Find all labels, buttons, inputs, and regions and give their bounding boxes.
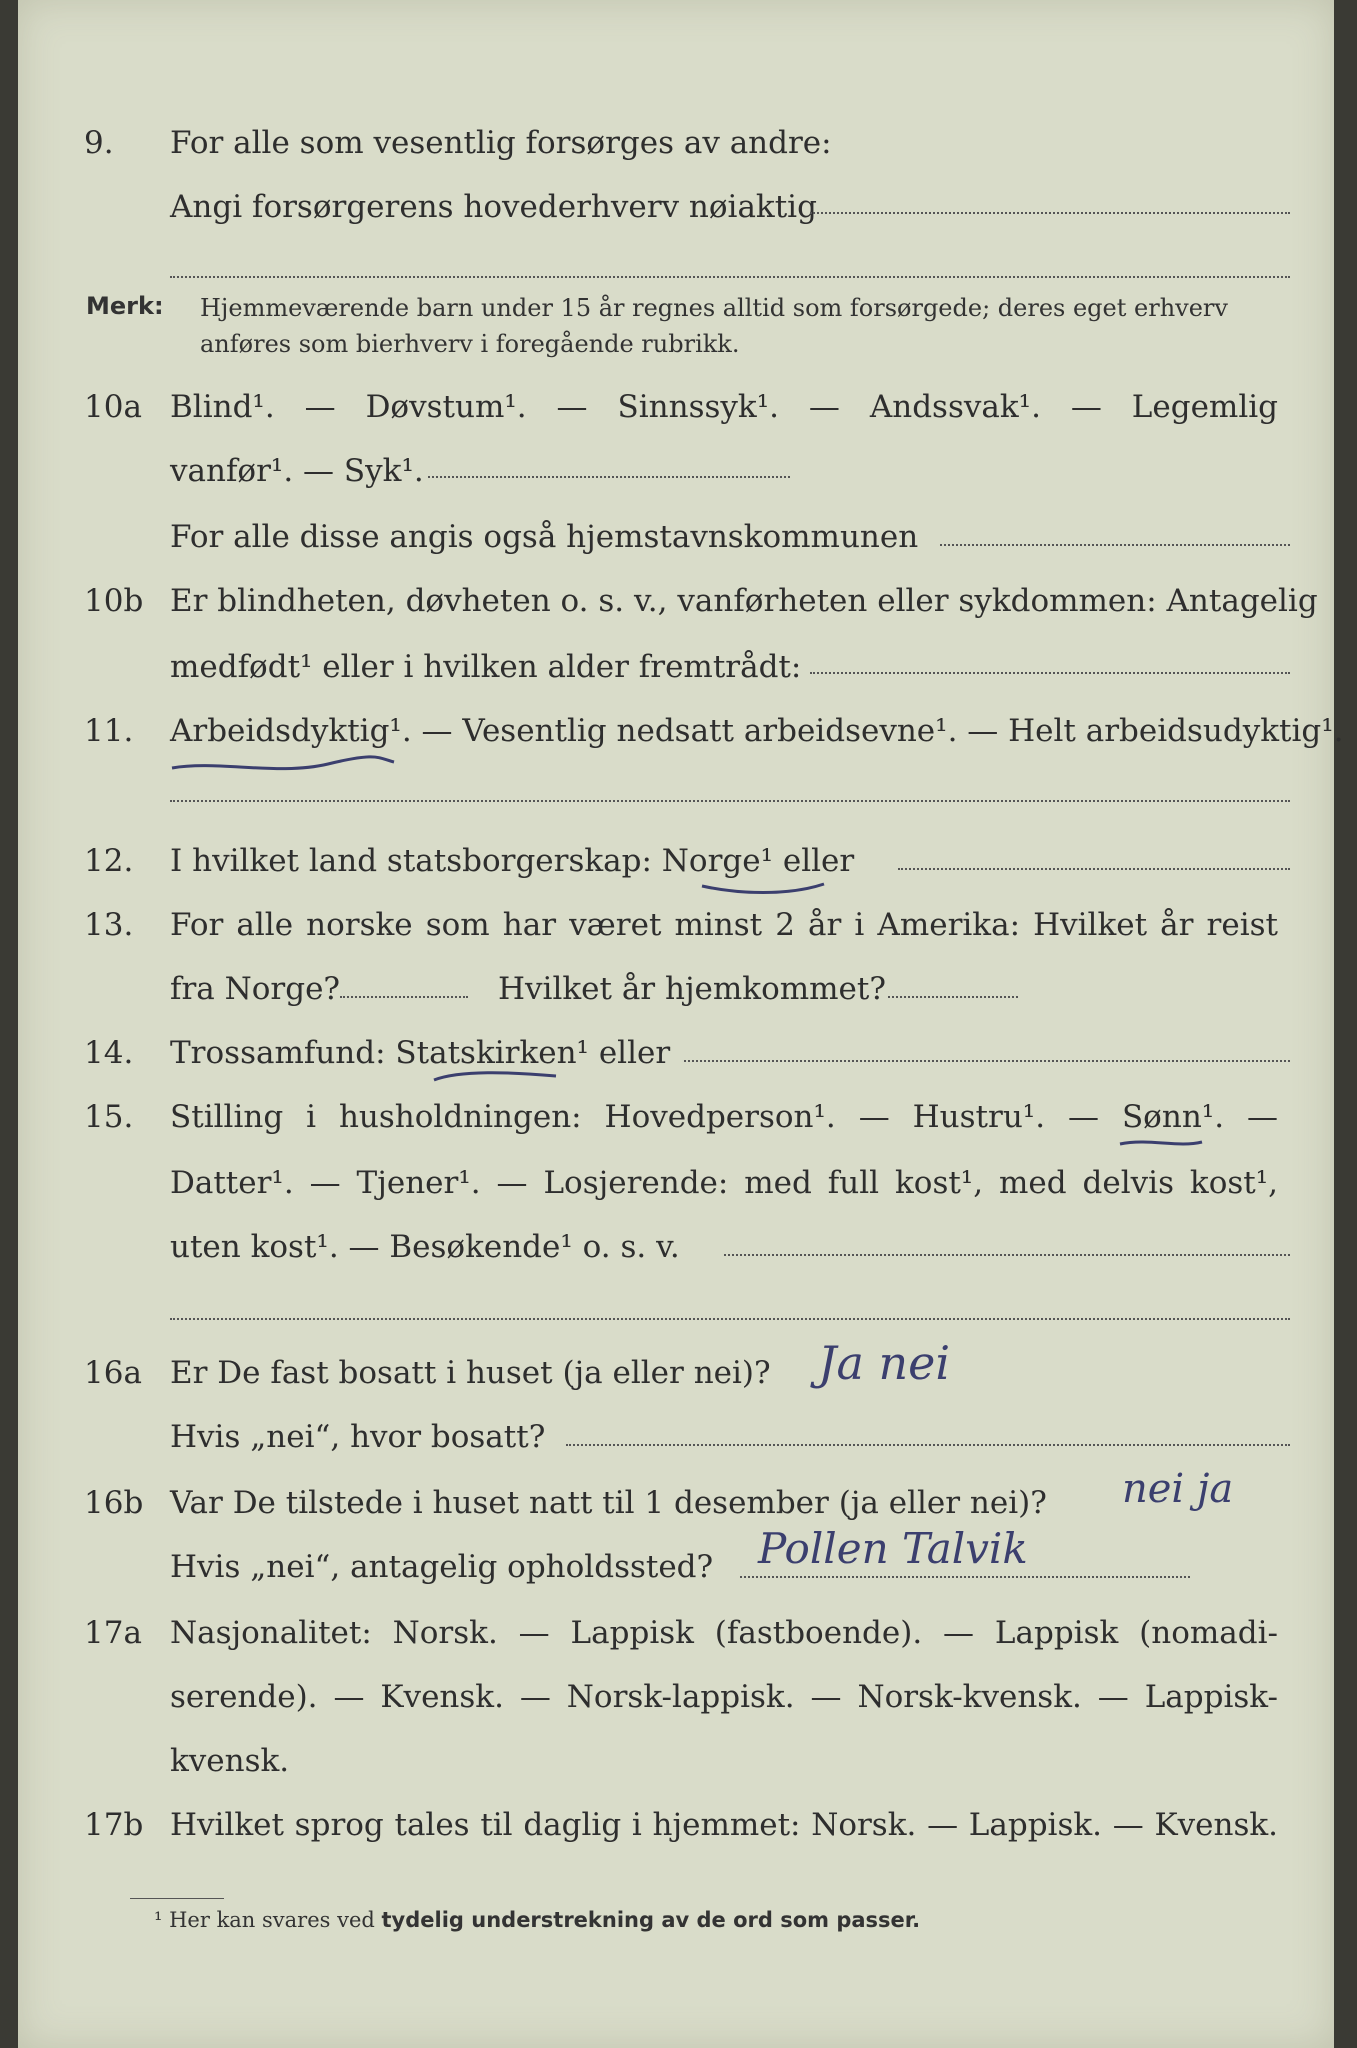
merk-text-line1: Hjemmeværende barn under 15 år regnes alltid som forsørgede; deres eget erhverv xyxy=(200,294,1228,322)
q10a-hometown-line[interactable] xyxy=(940,544,1290,546)
q10a-row-3 xyxy=(18,512,1334,562)
q16a-question: Er De fast bosatt i huset (ja eller nei)? xyxy=(170,1355,771,1391)
q10a-question: Blind¹. — Døvstum¹. — Sinnssyk¹. — Andssvak¹. — Legemlig xyxy=(170,389,1278,425)
q16b-question-line2: Hvis „nei“, antagelig opholdssted? xyxy=(170,1549,714,1585)
q17a-row-3 xyxy=(18,1736,1334,1786)
q13-left-answer-line[interactable] xyxy=(340,996,468,998)
q10b-row-2 xyxy=(18,642,1334,692)
census-form-page xyxy=(18,0,1344,2048)
q14-handwritten-underline xyxy=(430,1068,560,1092)
q13-number: 13. xyxy=(84,907,134,943)
q15-question-line3: uten kost¹. — Besøkende¹ o. s. v. xyxy=(170,1229,680,1265)
q16b-answer-line[interactable] xyxy=(740,1576,1190,1578)
q10b-answer-line[interactable] xyxy=(810,672,1290,674)
q12-question: I hvilket land statsborgerskap: Norge¹ eller xyxy=(170,843,855,879)
q16a-row xyxy=(18,1348,1334,1398)
q9-row xyxy=(18,118,1334,168)
q17a-number: 17a xyxy=(84,1615,142,1651)
q15-number: 15. xyxy=(84,1099,134,1135)
q17a-row xyxy=(18,1608,1334,1658)
q13-row-2 xyxy=(18,964,1334,1014)
q10a-question-line2: vanfør¹. — Syk¹. xyxy=(170,453,424,489)
footnote-text: Her kan svares ved xyxy=(169,1908,375,1932)
q17b-question: Hvilket sprog tales til daglig i hjemmet: Norsk. — Lappisk. — Kvensk. xyxy=(170,1807,1278,1843)
footnote-divider xyxy=(130,1898,224,1899)
footnote xyxy=(154,1904,920,1936)
merk-label: Merk: xyxy=(86,292,164,320)
q16b-handwritten-place: Pollen Talvik xyxy=(758,1524,1028,1573)
q17b-row xyxy=(18,1800,1334,1850)
q11-question: Arbeidsdyktig¹. — Vesentlig nedsatt arbeidsevne¹. — Helt arbeidsudyktig¹. xyxy=(170,713,1344,749)
q15-handwritten-underline xyxy=(1118,1134,1204,1154)
q15-answer-line-2[interactable] xyxy=(170,1318,1290,1320)
q13-question-line2a: fra Norge? xyxy=(170,971,341,1007)
q9-row-2 xyxy=(18,182,1334,232)
q13-row xyxy=(18,900,1334,950)
q9-answer-line-2[interactable] xyxy=(170,276,1290,278)
q17a-question-line3: kvensk. xyxy=(170,1743,290,1779)
q16a-handwritten-answer: Ja nei xyxy=(818,1336,951,1390)
q12-handwritten-underline xyxy=(698,878,828,902)
q12-number: 12. xyxy=(84,843,134,879)
footnote-text-bold: tydelig understrekning av de ord som passer. xyxy=(381,1908,921,1932)
q16a-row-2 xyxy=(18,1412,1334,1462)
q12-answer-line[interactable] xyxy=(898,868,1290,870)
q15-question-line2: Datter¹. — Tjener¹. — Losjerende: med full kost¹, med delvis kost¹, xyxy=(170,1165,1278,1201)
footnote-mark: ¹ xyxy=(154,1908,163,1932)
q15-answer-line[interactable] xyxy=(724,1254,1290,1256)
q16a-answer-line[interactable] xyxy=(566,1444,1290,1446)
q15-row-2 xyxy=(18,1158,1334,1208)
q10a-number: 10a xyxy=(84,389,142,425)
q11-number: 11. xyxy=(84,713,134,749)
q10b-number: 10b xyxy=(84,583,144,619)
q10a-row-2 xyxy=(18,446,1334,496)
q10a-question-line3: For alle disse angis også hjemstavnskommunen xyxy=(170,519,919,555)
q14-row xyxy=(18,1028,1334,1078)
q9-question: For alle som vesentlig forsørges av andre: xyxy=(170,125,832,161)
q9-number: 9. xyxy=(84,125,114,161)
q10a-row xyxy=(18,382,1334,432)
q16b-question: Var De tilstede i huset natt til 1 desember (ja eller nei)? xyxy=(170,1485,1047,1521)
q16b-number: 16b xyxy=(84,1485,144,1521)
q11-handwritten-underline xyxy=(168,752,398,782)
q14-question: Trossamfund: Statskirken¹ eller xyxy=(170,1035,671,1071)
q17b-number: 17b xyxy=(84,1807,144,1843)
q11-answer-line[interactable] xyxy=(170,800,1290,802)
q14-number: 14. xyxy=(84,1035,134,1071)
q15-question: Stilling i husholdningen: Hovedperson¹. — Hustru¹. — Sønn¹. — xyxy=(170,1099,1278,1135)
q16a-number: 16a xyxy=(84,1355,142,1391)
q17a-question-line2: serende). — Kvensk. — Norsk-lappisk. — Norsk-kvensk. — Lappisk- xyxy=(170,1679,1278,1715)
q11-row xyxy=(18,706,1344,756)
q10b-question: Er blindheten, døvheten o. s. v., vanførheten eller sykdommen: Antagelig xyxy=(170,583,1318,619)
q13-question-line2b: Hvilket år hjemkommet? xyxy=(498,971,886,1007)
q9-question-line2: Angi forsørgerens hovederhverv nøiaktig xyxy=(170,189,817,225)
q9-answer-line[interactable] xyxy=(810,212,1290,214)
merk-text-line2: anføres som bierhverv i foregående rubrikk. xyxy=(200,330,740,358)
q12-row xyxy=(18,836,1334,886)
q17a-row-2 xyxy=(18,1672,1334,1722)
q10b-question-line2: medfødt¹ eller i hvilken alder fremtrådt: xyxy=(170,649,802,685)
q16b-row-2 xyxy=(18,1542,1334,1592)
q15-row-3 xyxy=(18,1222,1334,1272)
q13-question: For alle norske som har været minst 2 år i Amerika: Hvilket år reist xyxy=(170,907,1278,943)
q16a-question-line2: Hvis „nei“, hvor bosatt? xyxy=(170,1419,546,1455)
q17a-question: Nasjonalitet: Norsk. — Lappisk (fastboende). — Lappisk (nomadi- xyxy=(170,1615,1278,1651)
q14-answer-line[interactable] xyxy=(684,1060,1290,1062)
q10b-row xyxy=(18,576,1334,626)
q16b-handwritten-answer: nei ja xyxy=(1122,1466,1234,1512)
q13-right-answer-line[interactable] xyxy=(888,996,1018,998)
q10a-answer-line[interactable] xyxy=(428,476,790,478)
